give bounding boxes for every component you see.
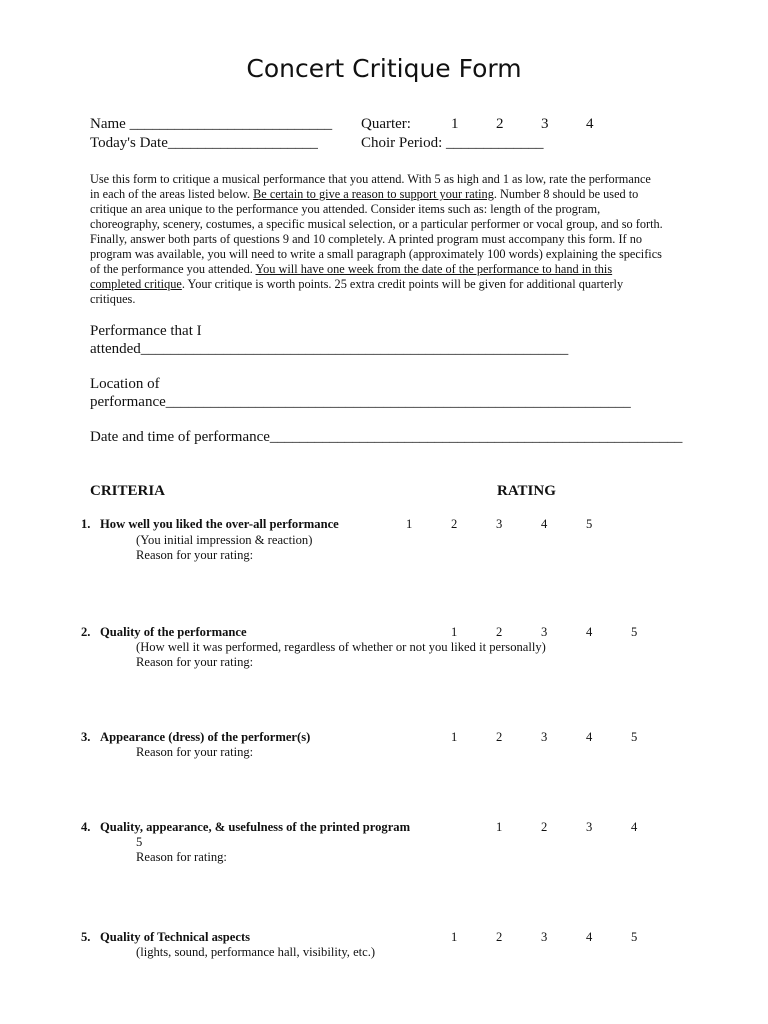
quarter-option: 3 [541,116,549,132]
rating-header: RATING [497,483,556,499]
criterion-title: Appearance (dress) of the performer(s) [100,730,311,744]
instructions-underlined: completed critique [90,277,182,291]
rating-option: 5 [631,730,638,744]
criterion-number: 1. [81,517,91,531]
performance-field: attended_________________________________________________________ [90,341,569,357]
instructions-line: critiques. [90,292,136,306]
rating-option: 4 [586,730,593,744]
quarter-option: 2 [496,116,504,132]
criterion-number: 2. [81,625,91,639]
rating-option: 5 [631,625,638,639]
criteria-header: CRITERIA [90,483,166,499]
rating-option: 5 [631,930,638,944]
page-title: Concert Critique Form [246,54,522,83]
rating-option: 2 [541,820,548,834]
rating-option: 1 [451,625,458,639]
criterion-subtitle: (lights, sound, performance hall, visibility, etc.) [136,945,376,959]
quarter-option: 1 [451,116,459,132]
reason-label: Reason for your rating: [136,745,254,759]
rating-option: 1 [451,930,458,944]
criterion-number: 5. [81,930,91,944]
instructions-line [90,277,690,292]
instructions-line: Use this form to critique a musical performance that you attend. With 5 as high and 1 as low, rate the performance [90,172,651,186]
rating-option: 2 [496,730,503,744]
choir-period-field: Choir Period: _____________ [361,135,544,151]
rating-option: 3 [541,625,548,639]
instructions-line: critique an area unique to the performance you attended. Consider items such as: length of the program, [90,202,601,216]
instructions-text: . Your critique is worth points. 25 extra credit points will be given for additional quarterly [181,277,624,291]
quarter-label: Quarter: [361,116,411,132]
criterion-title: Quality of the performance [100,625,247,639]
reason-label: Reason for your rating: [136,655,254,669]
instructions-line: program was available, you will need to write a small paragraph (approximately 100 words) explaining the specifics [90,247,662,261]
criterion-title: Quality, appearance, & usefulness of the printed program [100,820,411,834]
rating-option: 2 [496,930,503,944]
instructions-line: Finally, answer both parts of questions 9 and 10 completely. A printed program must accompany this form. If no [90,232,643,246]
criterion-number: 3. [81,730,91,744]
instructions-line: choreography, scenery, costumes, a specific musical selection, or a particular performer or vocal group, and so forth. [90,217,663,231]
instructions-line [90,187,690,202]
quarter-option: 4 [586,116,594,132]
instructions-text: in each of the areas listed below. [90,187,254,201]
rating-option: 2 [496,625,503,639]
performance-label: Performance that I [90,323,202,339]
rating-option: 1 [496,820,503,834]
reason-label: Reason for your rating: [136,548,254,562]
rating-option: 4 [541,517,548,531]
rating-option: 3 [586,820,593,834]
location-label: Location of [90,376,160,392]
criterion-title: Quality of Technical aspects [100,930,251,944]
instructions-line [90,262,690,277]
date-time-field: Date and time of performance_______________________________________________________ [90,429,683,445]
reason-label: Reason for rating: [136,850,227,864]
instructions-underlined: You will have one week from the date of the performance to hand in this [255,262,613,276]
rating-option: 4 [586,625,593,639]
todays-date-field: Today's Date____________________ [90,135,318,151]
instructions-text: . Number 8 should be used to [493,187,639,201]
criterion-number: 4. [81,820,91,834]
instructions-paragraph [90,172,690,307]
rating-option: 4 [631,820,638,834]
rating-option: 4 [586,930,593,944]
rating-option: 1 [406,517,413,531]
rating-option: 3 [496,517,503,531]
rating-option: 5 [586,517,593,531]
rating-option: 3 [541,930,548,944]
instructions-text: of the performance you attended. [90,262,256,276]
criterion-title: How well you liked the over-all performance [100,517,339,531]
location-field: performance______________________________________________________________ [90,394,631,410]
name-field: Name ___________________________ [90,116,333,132]
rating-option: 2 [451,517,458,531]
rating-option: 3 [541,730,548,744]
criterion-subtitle: (You initial impression & reaction) [136,533,313,547]
rating-option-wrapped: 5 [136,835,143,849]
criterion-subtitle: (How well it was performed, regardless of whether or not you liked it personally) [136,640,546,654]
instructions-underlined: Be certain to give a reason to support your rating [253,187,494,201]
rating-option: 1 [451,730,458,744]
